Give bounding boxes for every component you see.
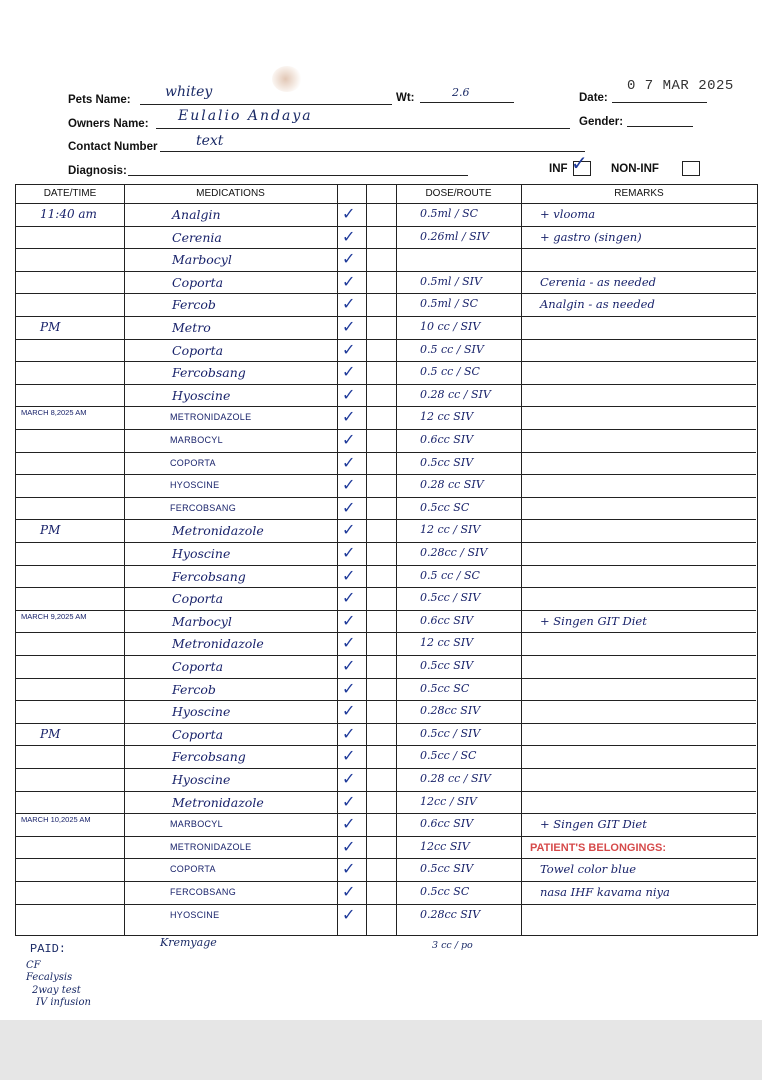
row-datetime: MARCH 10,2025 AM bbox=[21, 815, 91, 825]
row-dose-route: 12cc SIV bbox=[420, 839, 470, 853]
row-medication: Hyoscine bbox=[172, 772, 231, 787]
col-divider bbox=[337, 185, 338, 935]
row-dose-route: 0.5 cc / SC bbox=[420, 365, 480, 379]
row-divider bbox=[15, 361, 756, 362]
row-divider bbox=[15, 768, 756, 769]
row-remark: Analgin - as needed bbox=[540, 297, 655, 312]
row-datetime: 11:40 am bbox=[40, 207, 97, 221]
row-dose-route: 0.5ml / SIV bbox=[420, 274, 482, 288]
col-header-datetime: DATE/TIME bbox=[43, 188, 97, 199]
row-medication: Hyoscine bbox=[172, 546, 231, 561]
row-dose-route: 0.5cc SC bbox=[420, 500, 470, 514]
row-divider bbox=[15, 700, 756, 701]
row-divider bbox=[15, 904, 756, 905]
col-header-remarks: REMARKS bbox=[614, 188, 664, 199]
contact-label: Contact Number bbox=[68, 141, 158, 153]
paid-item: Fecalysis bbox=[26, 972, 73, 983]
row-divider bbox=[15, 655, 756, 656]
row-medication: Marbocyl bbox=[172, 613, 232, 629]
row-medication: Hyoscine bbox=[172, 387, 231, 403]
administered-check-icon: ✓ bbox=[342, 904, 356, 924]
row-medication: Hyoscine bbox=[172, 704, 231, 720]
administered-check-icon: ✓ bbox=[342, 294, 356, 314]
administered-check-icon: ✓ bbox=[342, 769, 356, 788]
row-medication: FERCOBSANG bbox=[170, 887, 237, 897]
row-dose-route: 0.5 cc / SIV bbox=[420, 342, 484, 356]
row-dose-route: 0.6cc SIV bbox=[420, 433, 474, 446]
row-medication: METRONIDAZOLE bbox=[170, 841, 252, 852]
row-divider bbox=[15, 226, 756, 227]
row-medication: Cerenia bbox=[172, 229, 222, 245]
administered-check-icon: ✓ bbox=[342, 475, 356, 495]
row-medication: Coporta bbox=[172, 726, 224, 742]
row-divider bbox=[15, 813, 756, 814]
administered-check-icon: ✓ bbox=[342, 204, 356, 223]
administered-check-icon: ✓ bbox=[342, 678, 356, 698]
row-datetime: PM bbox=[40, 320, 61, 334]
inf-label: INF bbox=[549, 163, 568, 175]
row-divider bbox=[15, 678, 756, 679]
row-divider bbox=[15, 610, 756, 611]
row-medication: METRONIDAZOLE bbox=[170, 412, 252, 423]
row-medication: Fercobsang bbox=[172, 568, 246, 584]
row-dose-route: 0.6cc SIV bbox=[420, 613, 474, 627]
row-medication: COPORTA bbox=[170, 457, 216, 468]
row-dose-route: 0.28cc / SIV bbox=[420, 546, 488, 559]
administered-check-icon: ✓ bbox=[342, 226, 356, 246]
row-divider bbox=[15, 791, 756, 792]
row-medication: Fercob bbox=[172, 297, 216, 313]
row-dose-route: 0.5cc SIV bbox=[420, 659, 474, 672]
col-header-dose-route: DOSE/ROUTE bbox=[425, 188, 492, 199]
administered-check-icon: ✓ bbox=[342, 543, 356, 562]
row-medication: Marbocyl bbox=[172, 252, 232, 268]
row-divider bbox=[15, 429, 756, 430]
row-remark: + Singen GIT Diet bbox=[540, 613, 647, 628]
col-divider bbox=[521, 185, 522, 935]
administered-check-icon: ✓ bbox=[342, 565, 356, 585]
administered-check-icon: ✓ bbox=[342, 836, 356, 856]
row-medication: MARBOCYL bbox=[170, 435, 223, 445]
row-dose-route: 0.28 cc SIV bbox=[420, 478, 484, 492]
row-dose-route: 10 cc / SIV bbox=[420, 320, 481, 333]
row-dose-route: 0.28cc SIV bbox=[420, 907, 481, 921]
row-medication: Analgin bbox=[172, 207, 221, 222]
row-dose-route: 0.5cc / SC bbox=[420, 749, 477, 763]
row-medication: Fercob bbox=[172, 681, 216, 697]
row-remark: + vlooma bbox=[540, 207, 596, 221]
row-divider bbox=[15, 452, 756, 453]
row-divider bbox=[15, 519, 756, 520]
row-dose-route: 0.28 cc / SIV bbox=[420, 387, 491, 401]
administered-check-icon: ✓ bbox=[342, 407, 356, 427]
paid-item: CF bbox=[26, 960, 41, 971]
row-datetime: MARCH 8,2025 AM bbox=[21, 408, 87, 418]
extra-med: Kremyage bbox=[160, 936, 217, 949]
administered-check-icon: ✓ bbox=[342, 814, 356, 834]
administered-check-icon: ✓ bbox=[342, 882, 356, 901]
paid-label: PAID: bbox=[30, 942, 67, 956]
row-dose-route: 0.26ml / SIV bbox=[420, 229, 489, 243]
pets-name-value: whitey bbox=[165, 84, 213, 100]
row-medication: Metronidazole bbox=[172, 636, 264, 652]
row-medication: HYOSCINE bbox=[170, 909, 220, 920]
header-divider bbox=[16, 203, 757, 204]
administered-check-icon: ✓ bbox=[342, 701, 356, 721]
administered-check-icon: ✓ bbox=[342, 384, 356, 404]
administered-check-icon: ✓ bbox=[342, 588, 356, 608]
noninf-label: NON-INF bbox=[611, 163, 659, 175]
wt-line bbox=[420, 102, 514, 103]
administered-check-icon: ✓ bbox=[342, 362, 356, 382]
row-dose-route: 0.28 cc / SIV bbox=[420, 772, 491, 785]
administered-check-icon: ✓ bbox=[342, 633, 356, 653]
row-divider bbox=[15, 565, 756, 566]
row-divider bbox=[15, 474, 756, 475]
coffee-stain bbox=[272, 66, 302, 92]
administered-check-icon: ✓ bbox=[342, 430, 356, 449]
diagnosis-line bbox=[128, 175, 468, 176]
date-line bbox=[612, 102, 707, 103]
owners-name-label: Owners Name: bbox=[68, 118, 149, 130]
row-medication: Metronidazole bbox=[172, 523, 264, 539]
row-dose-route: 0.5ml / SC bbox=[420, 207, 479, 220]
diagnosis-label: Diagnosis: bbox=[68, 165, 127, 177]
administered-check-icon: ✓ bbox=[342, 452, 356, 472]
gender-label: Gender: bbox=[579, 116, 624, 128]
administered-check-icon: ✓ bbox=[342, 271, 356, 291]
row-remark: Cerenia - as needed bbox=[540, 274, 657, 289]
administered-check-icon: ✓ bbox=[342, 859, 356, 879]
administered-check-icon: ✓ bbox=[342, 497, 356, 517]
row-remark: Towel color blue bbox=[540, 862, 637, 877]
row-divider bbox=[15, 339, 756, 340]
row-remark: nasa IHF kavama niya bbox=[540, 885, 670, 899]
administered-check-icon: ✓ bbox=[342, 317, 356, 336]
inf-check-mark: ✓ bbox=[571, 151, 588, 175]
owners-name-value: Eulalio Andaya bbox=[178, 108, 313, 124]
administered-check-icon: ✓ bbox=[342, 723, 356, 743]
row-divider bbox=[15, 542, 756, 543]
row-divider bbox=[15, 271, 756, 272]
row-divider bbox=[15, 745, 756, 746]
row-dose-route: 12 cc / SIV bbox=[420, 523, 481, 537]
row-divider bbox=[15, 248, 756, 249]
row-medication: Coporta bbox=[172, 659, 224, 674]
row-medication: COPORTA bbox=[170, 864, 216, 875]
row-medication: HYOSCINE bbox=[170, 480, 220, 491]
col-divider bbox=[396, 185, 397, 935]
wt-label: Wt: bbox=[396, 92, 415, 104]
row-dose-route: 12 cc SIV bbox=[420, 410, 474, 424]
administered-check-icon: ✓ bbox=[342, 656, 356, 675]
row-divider bbox=[15, 836, 756, 837]
owners-name-line bbox=[156, 128, 570, 129]
row-medication: Coporta bbox=[172, 342, 224, 358]
row-divider bbox=[15, 316, 756, 317]
administered-check-icon: ✓ bbox=[342, 249, 356, 269]
row-dose-route: 0.5cc SIV bbox=[420, 455, 474, 469]
row-datetime: MARCH 9,2025 AM bbox=[21, 611, 87, 621]
paid-item: IV infusion bbox=[36, 997, 91, 1008]
date-label: Date: bbox=[579, 92, 608, 104]
row-divider bbox=[15, 632, 756, 633]
noninf-checkbox bbox=[682, 161, 700, 176]
row-remark: + Singen GIT Diet bbox=[540, 817, 647, 832]
belongings-label: PATIENT'S BELONGINGS: bbox=[530, 842, 667, 854]
row-divider bbox=[15, 497, 756, 498]
scan-margin bbox=[0, 1020, 762, 1080]
administered-check-icon: ✓ bbox=[342, 791, 356, 811]
row-divider bbox=[15, 406, 756, 407]
row-divider bbox=[15, 587, 756, 588]
pets-name-label: Pets Name: bbox=[68, 94, 131, 106]
administered-check-icon: ✓ bbox=[342, 610, 356, 630]
row-divider bbox=[15, 384, 756, 385]
row-dose-route: 12cc / SIV bbox=[420, 794, 477, 808]
row-medication: Metro bbox=[172, 320, 211, 335]
contact-line bbox=[160, 151, 585, 152]
row-dose-route: 0.5cc SC bbox=[420, 681, 470, 695]
contact-value: text bbox=[196, 133, 224, 149]
row-dose-route: 0.5cc SIV bbox=[420, 862, 474, 876]
extra-dose: 3 cc / po bbox=[432, 940, 473, 951]
col-divider bbox=[366, 185, 367, 935]
row-datetime: PM bbox=[40, 726, 61, 741]
row-remark: + gastro (singen) bbox=[540, 229, 642, 244]
row-dose-route: 0.5 cc / SC bbox=[420, 568, 480, 582]
row-medication: MARBOCYL bbox=[170, 819, 223, 830]
gender-line bbox=[627, 126, 693, 127]
row-dose-route: 0.28cc SIV bbox=[420, 704, 481, 718]
row-dose-route: 0.5cc SC bbox=[420, 885, 470, 898]
col-header-medications: MEDICATIONS bbox=[196, 188, 265, 199]
wt-value: 2.6 bbox=[452, 86, 470, 99]
row-medication: Fercobsang bbox=[172, 749, 246, 765]
row-divider bbox=[15, 881, 756, 882]
row-medication: Coporta bbox=[172, 591, 224, 607]
col-divider bbox=[124, 185, 125, 935]
row-medication: Metronidazole bbox=[172, 794, 264, 810]
pets-name-line bbox=[140, 104, 392, 105]
row-medication: Coporta bbox=[172, 274, 224, 290]
administered-check-icon: ✓ bbox=[342, 520, 356, 540]
row-medication: FERCOBSANG bbox=[170, 502, 237, 513]
administered-check-icon: ✓ bbox=[342, 339, 356, 359]
administered-check-icon: ✓ bbox=[342, 746, 356, 766]
row-divider bbox=[15, 858, 756, 859]
row-medication: Fercobsang bbox=[172, 365, 246, 381]
date-stamp: 0 7 MAR 2025 bbox=[627, 78, 734, 94]
row-dose-route: 0.6cc SIV bbox=[420, 817, 474, 831]
row-divider bbox=[15, 723, 756, 724]
row-dose-route: 0.5ml / SC bbox=[420, 297, 479, 311]
row-dose-route: 0.5cc / SIV bbox=[420, 591, 481, 605]
row-datetime: PM bbox=[40, 523, 61, 538]
row-dose-route: 0.5cc / SIV bbox=[420, 726, 481, 740]
paid-item: 2way test bbox=[32, 985, 81, 996]
row-dose-route: 12 cc SIV bbox=[420, 636, 474, 650]
row-divider bbox=[15, 293, 756, 294]
